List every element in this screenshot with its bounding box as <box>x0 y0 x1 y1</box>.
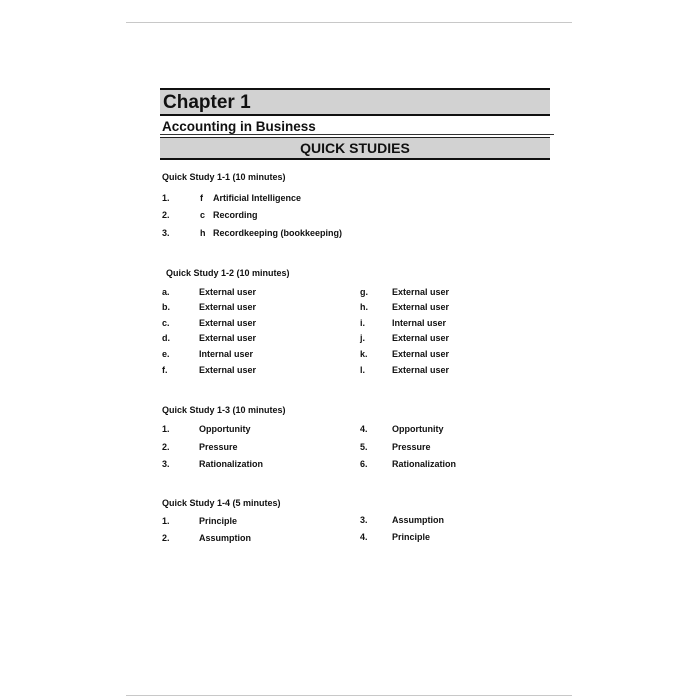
top-page-rule <box>126 22 572 23</box>
qs2-right-value: External user <box>392 333 450 343</box>
qs2-left-value: External user <box>199 365 257 375</box>
qs2-left-key: c. <box>162 318 170 328</box>
chapter-header-bar <box>160 88 550 116</box>
qs3-right-value: Rationalization <box>392 459 457 469</box>
qs2-right-value: External user <box>392 349 450 359</box>
qs4-left-value: Assumption <box>199 533 252 543</box>
qs1-heading: Quick Study 1-1 (10 minutes) <box>162 172 286 182</box>
qs3-left-key: 3. <box>162 459 170 469</box>
qs2-right-key: i. <box>360 318 366 328</box>
qs4-right-value: Assumption <box>392 515 445 525</box>
qs1-row-number: 3. <box>162 228 170 238</box>
qs3-left-value: Rationalization <box>199 459 264 469</box>
qs2-right-value: External user <box>392 287 450 297</box>
qs2-right-value: External user <box>392 302 450 312</box>
qs3-left-key: 2. <box>162 442 170 452</box>
qs3-right-value: Opportunity <box>392 424 444 434</box>
qs1-row-letter: h <box>200 228 206 238</box>
qs3-left-value: Opportunity <box>199 424 251 434</box>
qs1-row-letter: f <box>200 193 203 203</box>
qs3-right-key: 6. <box>360 459 368 469</box>
qs2-left-value: Internal user <box>199 349 254 359</box>
qs4-right-key: 4. <box>360 532 368 542</box>
section-header: QUICK STUDIES <box>160 137 550 160</box>
qs4-heading: Quick Study 1-4 (5 minutes) <box>162 498 281 508</box>
qs2-left-key: d. <box>162 333 170 343</box>
qs2-right-key: h. <box>360 302 368 312</box>
chapter-subtitle: Accounting in Business <box>162 119 316 134</box>
qs3-left-value: Pressure <box>199 442 238 452</box>
qs3-right-key: 5. <box>360 442 368 452</box>
qs1-row-text: Recording <box>213 210 258 220</box>
qs4-left-key: 2. <box>162 533 170 543</box>
qs2-right-value: External user <box>392 365 450 375</box>
qs4-left-value: Principle <box>199 516 238 526</box>
qs2-left-value: External user <box>199 302 257 312</box>
bottom-page-rule <box>126 695 572 696</box>
qs4-left-key: 1. <box>162 516 170 526</box>
qs2-left-value: External user <box>199 333 257 343</box>
qs2-left-key: e. <box>162 349 170 359</box>
qs2-right-key: j. <box>360 333 366 343</box>
qs2-left-value: External user <box>199 318 257 328</box>
qs2-right-value: Internal user <box>392 318 447 328</box>
qs4-right-value: Principle <box>392 532 431 542</box>
qs1-row-number: 2. <box>162 210 170 220</box>
qs2-left-key: f. <box>162 365 168 375</box>
chapter-title: Chapter 1 <box>163 92 251 113</box>
qs2-left-key: b. <box>162 302 170 312</box>
qs1-row-number: 1. <box>162 193 170 203</box>
qs1-row-letter: c <box>200 210 206 220</box>
qs4-right-key: 3. <box>360 515 368 525</box>
qs3-heading: Quick Study 1-3 (10 minutes) <box>162 405 286 415</box>
qs3-left-key: 1. <box>162 424 170 434</box>
subtitle-underline <box>160 134 554 135</box>
qs1-row-text: Recordkeeping (bookkeeping) <box>213 228 343 238</box>
qs3-right-value: Pressure <box>392 442 431 452</box>
qs2-right-key: l. <box>360 365 366 375</box>
qs2-right-key: k. <box>360 349 368 359</box>
qs2-right-key: g. <box>360 287 368 297</box>
qs2-left-key: a. <box>162 287 170 297</box>
qs1-row-text: Artificial Intelligence <box>213 193 302 203</box>
qs3-right-key: 4. <box>360 424 368 434</box>
qs2-left-value: External user <box>199 287 257 297</box>
qs2-heading: Quick Study 1-2 (10 minutes) <box>166 268 290 278</box>
